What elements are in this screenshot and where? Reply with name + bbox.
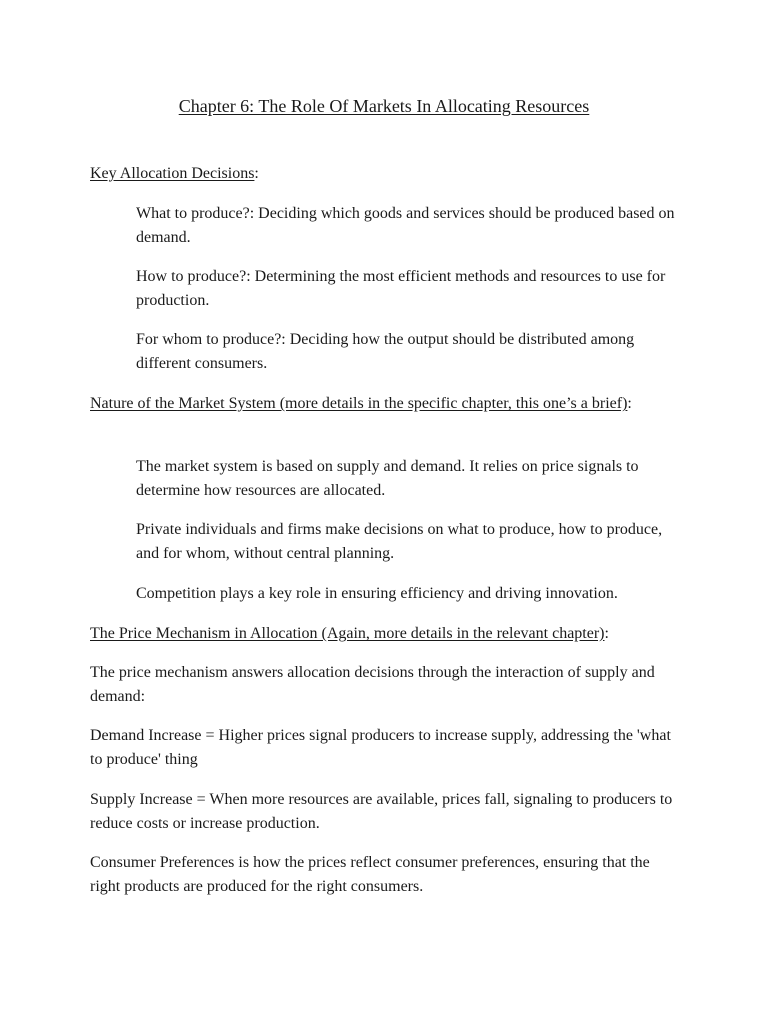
heading-text: Nature of the Market System (more details in the specific chapter, this one’s a brief) [90, 395, 628, 412]
heading-colon: : [627, 395, 632, 412]
heading-text: The Price Mechanism in Allocation (Again, more details in the relevant chapter) [90, 625, 605, 642]
section-heading-price-mechanism [90, 622, 680, 646]
list-item: For whom to produce?: Deciding how the output should be distributed among different consumers. [136, 331, 635, 372]
paragraph: Supply Increase = When more resources are available, prices fall, signaling to producers to reduce costs or increase production. [90, 791, 673, 832]
page-title: Chapter 6: The Role Of Markets In Allocating Resources [178, 96, 590, 116]
paragraph: Consumer Preferences is how the prices reflect consumer preferences, ensuring that the right products are produced for the right consumers. [90, 854, 650, 895]
list-item: How to produce?: Determining the most efficient methods and resources to use for production. [136, 268, 666, 309]
list-item: Private individuals and firms make decisions on what to produce, how to produce, and for whom, without central planning. [136, 521, 663, 562]
list-item: What to produce?: Deciding which goods and services should be produced based on demand. [136, 205, 675, 246]
heading-text: Key Allocation Decisions [90, 165, 255, 182]
heading-colon: : [254, 165, 259, 182]
list-item: Competition plays a key role in ensuring efficiency and driving innovation. [136, 585, 618, 602]
paragraph: The price mechanism answers allocation decisions through the interaction of supply and demand: [90, 664, 655, 705]
paragraph: Demand Increase = Higher prices signal producers to increase supply, addressing the 'what to produce' thing [90, 727, 671, 768]
section-heading-market-system [90, 392, 650, 416]
section-heading-key-allocation [90, 162, 680, 186]
list-item: The market system is based on supply and demand. It relies on price signals to determine how resources are allocated. [136, 458, 639, 499]
heading-colon: : [604, 625, 609, 642]
